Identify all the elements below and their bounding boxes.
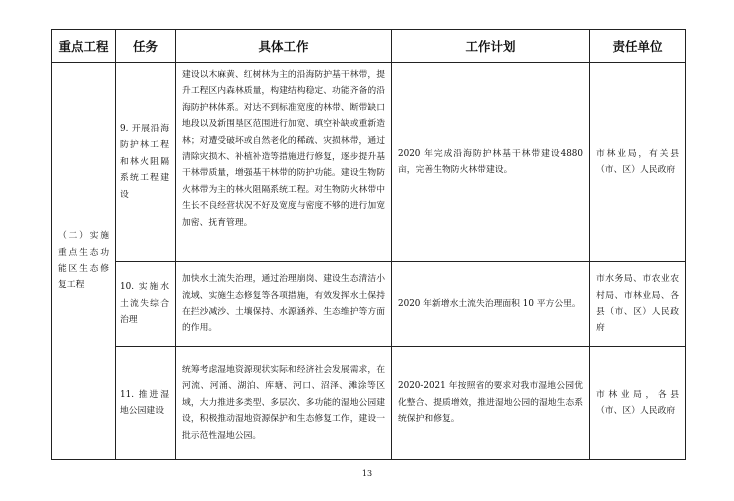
plan-cell bbox=[392, 63, 590, 262]
task-cell bbox=[116, 262, 176, 347]
unit-cell bbox=[590, 262, 686, 347]
key-project-cell bbox=[52, 63, 116, 460]
task-text: 10. 实施水土流失综合治理 bbox=[120, 282, 169, 326]
work-text: 加快水土流失治理，通过治理崩岗、建设生态清洁小流域、实施生态修复等各项措施，有效发挥水土保持在拦沙减沙、土壤保持、水源涵养、生态维护等方面的作用。 bbox=[182, 274, 385, 334]
unit-text: 市林业局，各县（市、区）人民政府 bbox=[596, 389, 679, 416]
task-text: 9. 开展沿海防护林工程和林火阻隔系统工程建设 bbox=[120, 123, 169, 200]
plan-text: 2020 年新增水土流失治理面积 10 平方公里。 bbox=[398, 298, 581, 309]
page-number: 13 bbox=[361, 469, 373, 478]
table-row bbox=[52, 262, 686, 347]
work-cell bbox=[176, 347, 392, 460]
project-plan-table bbox=[51, 29, 686, 460]
table-header-row bbox=[52, 30, 686, 63]
header-key-project: 重点工程 bbox=[52, 30, 116, 63]
key-project-text: （二）实施重点生态功能区生态修复工程 bbox=[58, 231, 109, 291]
task-cell bbox=[116, 63, 176, 262]
task-cell bbox=[116, 347, 176, 460]
unit-cell bbox=[590, 347, 686, 460]
header-specific-work: 具体工作 bbox=[176, 30, 392, 63]
work-text: 统筹考虑湿地资源现状实际和经济社会发展需求，在河流、河涌、湖泊、库塘、河口、沼泽、滩涂等区域，大力推进多类型、多层次、多功能的湿地公园建设，积极推动湿地资源保护和生态修复工作，建设一批示范性湿地公园。 bbox=[182, 364, 385, 441]
plan-cell bbox=[392, 262, 590, 347]
unit-text: 市水务局、市农业农村局、市林业局、各县（市、区）人民政府 bbox=[596, 274, 679, 334]
header-work-plan: 工作计划 bbox=[392, 30, 590, 63]
work-cell bbox=[176, 63, 392, 262]
header-responsible-unit: 责任单位 bbox=[590, 30, 686, 63]
plan-cell bbox=[392, 347, 590, 460]
work-text: 建设以木麻黄、红树林为主的沿海防护基干林带，提升工程区内森林质量，构建结构稳定、功能齐备的沿海防护林体系。对达不到标准宽度的林带、断带缺口地段以及新围垦区范围进行加宽、填空补缺或重新造林；对遭受破坏或自然老化的稀疏、灾损林带，通过清除灾损木、补植补造等措施进行修复，逐步提升基干林带质量，增强基干林带的防护功能。建设生物防火林带为主的林火阻隔系统工程。对生物防火林带中生长不良经营状况不好及宽度与密度不够的进行加宽加密、抚育管理。 bbox=[182, 70, 385, 228]
table-row bbox=[52, 63, 686, 262]
task-text: 11. 推进湿地公园建设 bbox=[120, 389, 169, 416]
plan-text: 2020 年完成沿海防护林基干林带建设4880亩，完善生物防火林带建设。 bbox=[398, 148, 583, 175]
unit-text: 市林业局，有关县（市、区）人民政府 bbox=[596, 148, 679, 175]
work-cell bbox=[176, 262, 392, 347]
table-row bbox=[52, 347, 686, 460]
header-task: 任务 bbox=[116, 30, 176, 63]
unit-cell bbox=[590, 63, 686, 262]
plan-text: 2020-2021 年按照省的要求对我市湿地公园优化整合、提质增效，推进湿地公园的湿地生态系统保护和修复。 bbox=[398, 381, 583, 425]
